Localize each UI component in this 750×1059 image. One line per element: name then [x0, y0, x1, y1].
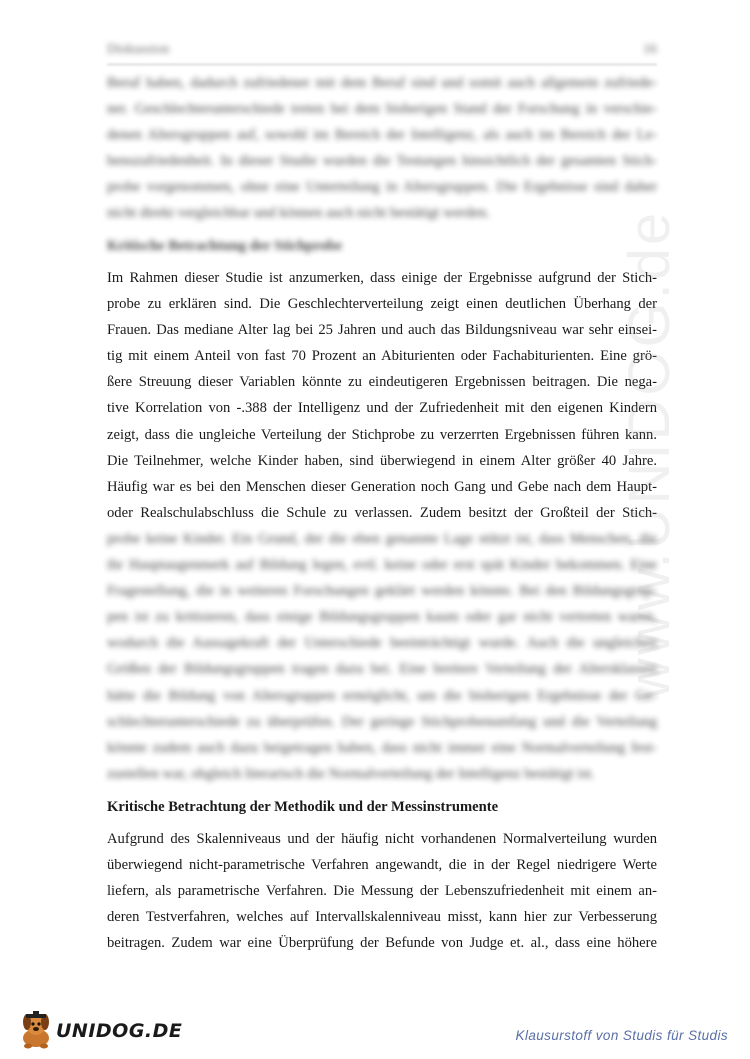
- text-line: probe vorgenommen, ohne eine Unterteilung in Altersgruppen. Die Ergebnisse sind daher: [107, 179, 657, 196]
- text-line: probe keine Kinder. Ein Grund, der die eben genannte Lage stützt ist, dass Menschen, die: [107, 531, 657, 547]
- blurred-paragraph-top: [107, 70, 657, 227]
- text-line: beitragen. Zudem war eine Überprüfung der Befunde von Judge et. al., dass eine höhere: [107, 935, 657, 952]
- text-line: ner. Geschlechterunterschiede treten bei dem bisherigen Stand der Forschung in verschie-: [107, 101, 657, 118]
- page-header: [107, 42, 657, 62]
- text-line: Häufig war es bei den Menschen dieser Generation noch Gang und Gebe nach dem Haupt-: [107, 478, 657, 495]
- dog-mascot-icon: [14, 1010, 58, 1050]
- header-rule: [107, 64, 657, 65]
- text-line: tig mit einem Anteil von fast 70 Prozent an Abiturienten oder Fachabiturienten. Eine grö-: [107, 348, 657, 365]
- text-line: überwiegend nicht-parametrische Verfahren angewandt, die in der Regel niedrigere Werte: [107, 857, 657, 874]
- text-line: ßere Streuung dieser Variablen könnte zu eindeutigeren Ergebnissen beitragen. Die nega-: [107, 374, 657, 391]
- text-line: denen Altersgruppen auf, sowohl im Bereich der Intelligenz, als auch im Bereich der Le-: [107, 127, 657, 144]
- paragraph-methodik: [107, 826, 657, 956]
- text-line: zustellen war, obgleich literarisch die Normalverteilung der Intelligenz bestätigt ist.: [107, 765, 595, 782]
- text-line: nicht direkt vergleichbar und können auch nicht bestätigt werden.: [107, 205, 490, 222]
- text-line: probe zu erklären sind. Die Geschlechterverteilung zeigt einen deutlichen Überhang der: [107, 296, 657, 313]
- unidog-logo-link[interactable]: [14, 1010, 183, 1050]
- section-heading-methodik: Kritische Betrachtung der Methodik und der Messinstrumente: [107, 799, 499, 815]
- text-line: Größen der Bildungsgruppen tragen dazu bei. Eine breitere Verteilung der Altersklassen: [107, 661, 657, 678]
- text-line: wodurch die Aussagekraft der Unterschiede beeinträchtigt wurde. Auch die ungleichen: [107, 635, 657, 652]
- text-line: benszufriedenheit. In dieser Studie wurden die Testungen hinsichtlich der gesamten Stich-: [107, 153, 657, 170]
- text-line: Frauen. Das mediane Alter lag bei 25 Jahren und auch das Bildungsniveau war sehr einsei-: [107, 322, 657, 339]
- text-line: Beruf haben, dadurch zufriedener mit dem Beruf sind und somit auch allgemein zufriede-: [107, 75, 657, 91]
- text-line: Im Rahmen dieser Studie ist anzumerken, dass einige der Ergebnisse aufgrund der Stich-: [107, 270, 657, 286]
- text-line: deren Testverfahren, welches auf Intervallskalenniveau misst, kann hier zur Verbesserung: [107, 909, 657, 926]
- blurred-heading: Kritische Betrachtung der Stichprobe: [107, 238, 342, 254]
- running-head: Diskussion: [107, 42, 170, 57]
- text-line: hätte die Bildung von Altersgruppen ermöglicht, um die bisherigen Ergebnisse der Ge-: [107, 687, 657, 704]
- text-line: ihr Hauptaugenmerk auf Bildung legen, evtl. keine oder erst spät Kinder bekommen. Eine: [107, 557, 657, 574]
- text-line: pen ist zu kritisieren, dass einige Bildungsgruppen kaum oder gar nicht vertreten waren,: [107, 609, 657, 626]
- text-line: Fragestellung, die in weiteren Forschungen geklärt werden könnte. Bei den Bildungsgrup-: [107, 583, 657, 600]
- paragraph-stichprobe: [107, 265, 657, 526]
- text-line: Aufgrund des Skalenniveaus und der häufig nicht vorhandenen Normalverteilung wurden: [107, 831, 657, 847]
- text-line: könnte zudem auch dazu beigetragen haben, dass nicht immer eine Normalverteilung fest-: [107, 739, 657, 756]
- text-line: Die Teilnehmer, welche Kinder haben, sind überwiegend in einem Alter größer 40 Jahre.: [107, 452, 657, 469]
- text-line: oder Realschulabschluss die Schule zu verlassen. Zudem besitzt der Großteil der Stich-: [107, 504, 657, 521]
- footer-slogan: Klausurstoff von Studis für Studis: [515, 1028, 728, 1043]
- blurred-paragraph-middle: [107, 526, 657, 787]
- text-line: schlechterunterschiede zu überprüfen. Der geringe Stichprobenumfang und die Verteilung: [107, 713, 657, 730]
- watermark-text: www.UNIDOG.de: [617, 209, 682, 700]
- text-line: liefern, als parametrische Verfahren. Die Messung der Lebenszufriedenheit mit einem an-: [107, 883, 657, 900]
- page-number: 16: [643, 42, 657, 57]
- text-line: zeigt, dass die ungleiche Verteilung der Stichprobe zu verzerrten Ergebnissen führen kann.: [107, 426, 657, 443]
- text-line: tive Korrelation von -.388 der Intelligenz und der Zufriedenheit mit den eigenen Kindern: [107, 400, 657, 417]
- logo-text: UNIDOG.DE: [56, 1020, 183, 1042]
